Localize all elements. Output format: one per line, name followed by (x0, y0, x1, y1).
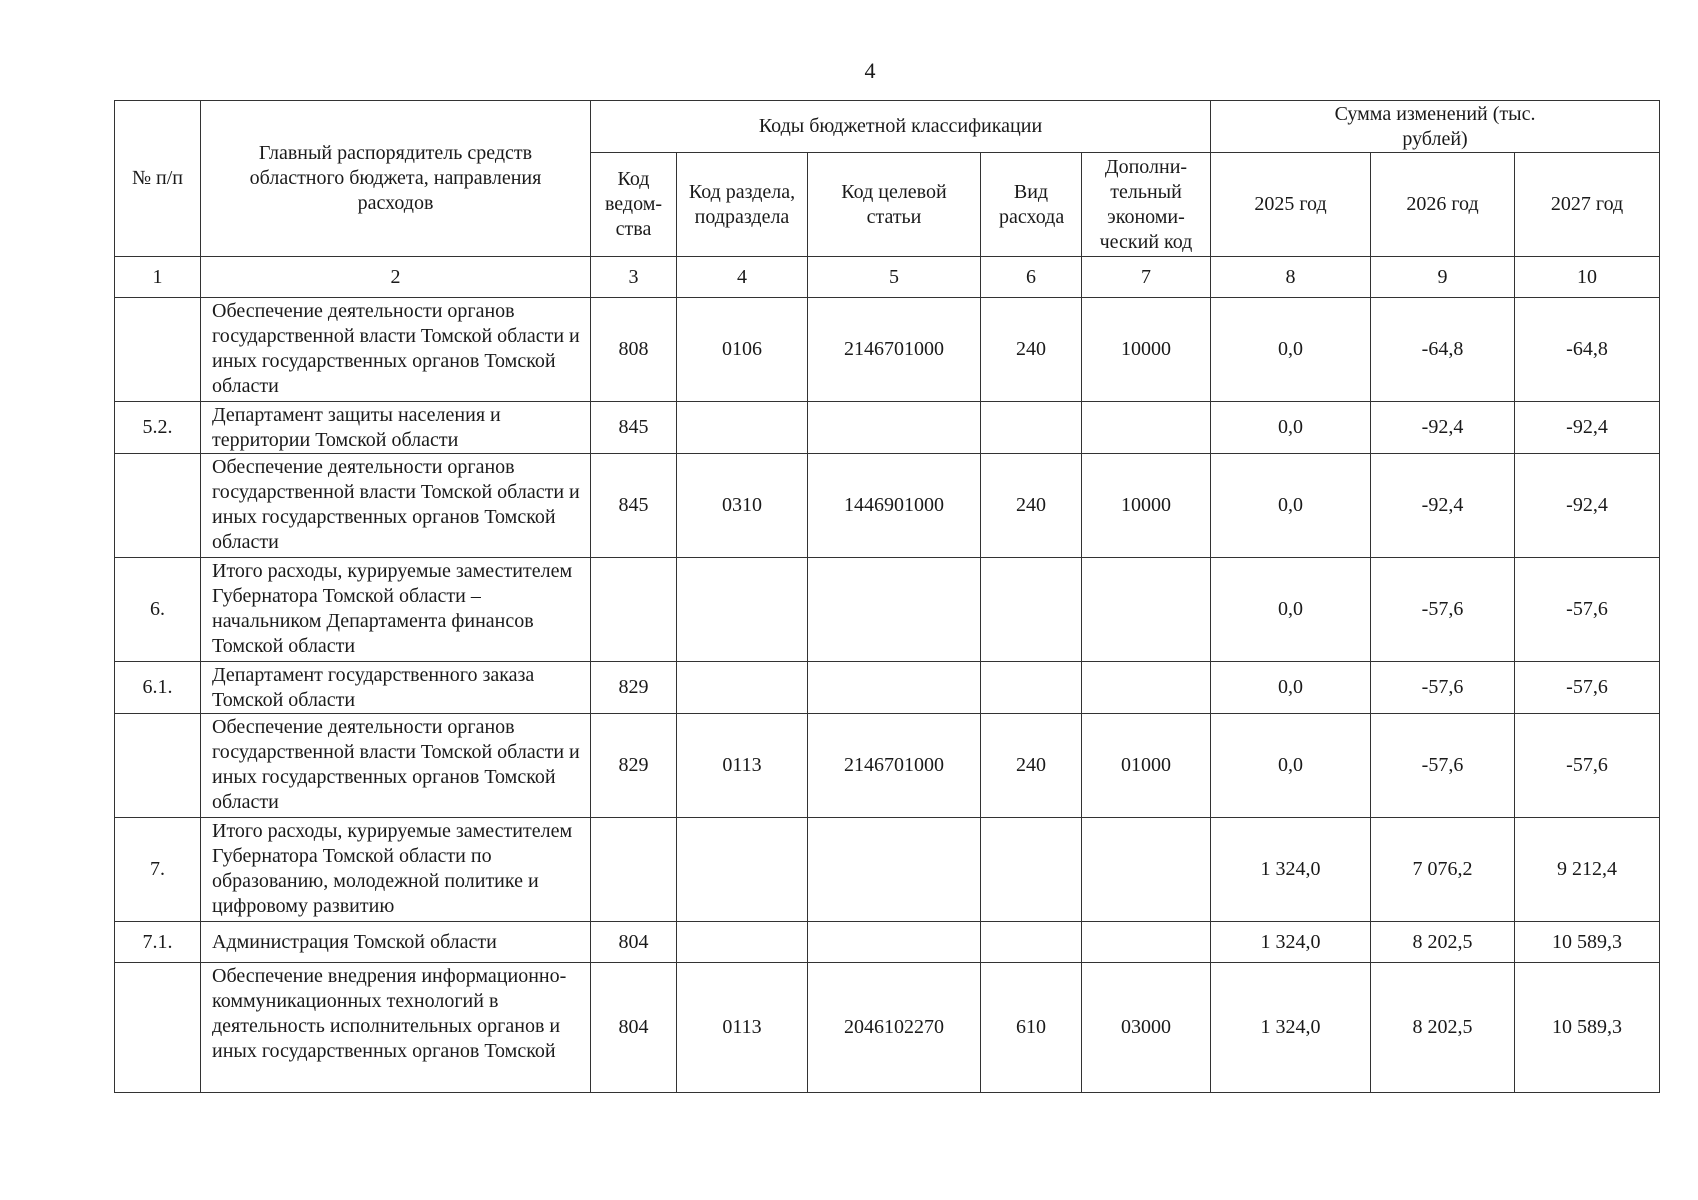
row-target-code: 1446901000 (808, 454, 981, 558)
row-sum-2025: 0,0 (1211, 402, 1371, 454)
row-sum-2027: 9 212,4 (1515, 818, 1660, 922)
row-num (115, 454, 201, 558)
row-type-code: 240 (981, 714, 1082, 818)
header-col-num: № п/п (115, 101, 201, 257)
column-number: 8 (1211, 257, 1371, 298)
row-sum-2025: 1 324,0 (1211, 818, 1371, 922)
row-eco-code: 10000 (1082, 298, 1211, 402)
row-sum-2025: 1 324,0 (1211, 922, 1371, 963)
row-name: Обеспечение деятельности органов государственной власти Томской области и иных государственных органов Томской области (201, 454, 591, 558)
row-dept-code: 804 (591, 922, 677, 963)
header-year-2026: 2026 год (1371, 153, 1515, 257)
row-type-code (981, 402, 1082, 454)
row-name: Обеспечение деятельности органов государственной власти Томской области и иных государственных органов Томской области (201, 714, 591, 818)
row-sum-2027: -64,8 (1515, 298, 1660, 402)
row-name: Департамент защиты населения и территории Томской области (201, 402, 591, 454)
row-section-code (677, 558, 808, 662)
column-number: 3 (591, 257, 677, 298)
column-number: 10 (1515, 257, 1660, 298)
row-eco-code: 01000 (1082, 714, 1211, 818)
row-dept-code: 829 (591, 714, 677, 818)
row-sum-2026: 7 076,2 (1371, 818, 1515, 922)
row-sum-2025: 0,0 (1211, 714, 1371, 818)
row-sum-2026: 8 202,5 (1371, 963, 1515, 1093)
row-name: Департамент государственного заказа Томской области (201, 662, 591, 714)
column-number: 6 (981, 257, 1082, 298)
row-eco-code (1082, 558, 1211, 662)
row-dept-code: 829 (591, 662, 677, 714)
row-sum-2026: -92,4 (1371, 402, 1515, 454)
row-sum-2026: -57,6 (1371, 558, 1515, 662)
column-number: 5 (808, 257, 981, 298)
row-sum-2026: -57,6 (1371, 714, 1515, 818)
row-sum-2026: -92,4 (1371, 454, 1515, 558)
row-num: 6. (115, 558, 201, 662)
table-row (115, 454, 1660, 558)
header-group-codes: Коды бюджетной классификации (591, 101, 1211, 153)
row-eco-code (1082, 818, 1211, 922)
row-target-code: 2046102270 (808, 963, 981, 1093)
row-section-code: 0310 (677, 454, 808, 558)
row-sum-2027: -57,6 (1515, 662, 1660, 714)
row-sum-2025: 0,0 (1211, 454, 1371, 558)
table-row (115, 818, 1660, 922)
budget-changes-table (114, 100, 1660, 1093)
row-type-code (981, 922, 1082, 963)
row-eco-code: 03000 (1082, 963, 1211, 1093)
row-type-code: 240 (981, 298, 1082, 402)
row-section-code (677, 662, 808, 714)
row-section-code: 0113 (677, 714, 808, 818)
row-name: Обеспечение деятельности органов государственной власти Томской области и иных государственных органов Томской области (201, 298, 591, 402)
row-dept-code: 845 (591, 402, 677, 454)
row-target-code (808, 922, 981, 963)
table-row (115, 714, 1660, 818)
row-num (115, 714, 201, 818)
row-eco-code: 10000 (1082, 454, 1211, 558)
header-code-eco: Дополни-тельный экономи-ческий код (1082, 153, 1211, 257)
row-dept-code (591, 818, 677, 922)
row-sum-2026: 8 202,5 (1371, 922, 1515, 963)
table-row (115, 402, 1660, 454)
row-target-code (808, 818, 981, 922)
row-name: Администрация Томской области (201, 922, 591, 963)
row-num: 7.1. (115, 922, 201, 963)
row-dept-code (591, 558, 677, 662)
page-number: 4 (864, 58, 876, 83)
table-row (115, 662, 1660, 714)
row-sum-2025: 0,0 (1211, 298, 1371, 402)
row-target-code (808, 662, 981, 714)
table-row (115, 922, 1660, 963)
header-group-sum: Сумма изменений (тыс. рублей) (1211, 101, 1660, 153)
row-section-code (677, 402, 808, 454)
row-section-code: 0106 (677, 298, 808, 402)
row-target-code (808, 402, 981, 454)
row-eco-code (1082, 662, 1211, 714)
row-sum-2026: -64,8 (1371, 298, 1515, 402)
row-name: Обеспечение внедрения информационно-коммуникационных технологий в деятельность исполнительных органов и иных государственных органов Томской (201, 963, 591, 1093)
column-number: 7 (1082, 257, 1211, 298)
row-sum-2027: 10 589,3 (1515, 963, 1660, 1093)
row-num (115, 963, 201, 1093)
row-type-code (981, 818, 1082, 922)
column-number: 2 (201, 257, 591, 298)
header-row-1 (115, 101, 1660, 153)
row-section-code (677, 922, 808, 963)
header-code-type: Вид расхода (981, 153, 1082, 257)
row-target-code (808, 558, 981, 662)
header-year-2027: 2027 год (1515, 153, 1660, 257)
table-row (115, 558, 1660, 662)
row-target-code: 2146701000 (808, 298, 981, 402)
row-name: Итого расходы, курируемые заместителем Губернатора Томской области по образованию, молодежной политике и цифровому развитию (201, 818, 591, 922)
column-number: 4 (677, 257, 808, 298)
row-type-code: 610 (981, 963, 1082, 1093)
row-name: Итого расходы, курируемые заместителем Губернатора Томской области – начальником Департамента финансов Томской области (201, 558, 591, 662)
header-code-dept: Код ведом-ства (591, 153, 677, 257)
row-dept-code: 808 (591, 298, 677, 402)
row-type-code (981, 558, 1082, 662)
row-type-code: 240 (981, 454, 1082, 558)
row-sum-2026: -57,6 (1371, 662, 1515, 714)
header-year-2025: 2025 год (1211, 153, 1371, 257)
row-num: 7. (115, 818, 201, 922)
row-section-code: 0113 (677, 963, 808, 1093)
column-number: 1 (115, 257, 201, 298)
row-sum-2025: 0,0 (1211, 558, 1371, 662)
row-eco-code (1082, 922, 1211, 963)
row-target-code: 2146701000 (808, 714, 981, 818)
row-num: 5.2. (115, 402, 201, 454)
header-code-target: Код целевой статьи (808, 153, 981, 257)
table-row (115, 298, 1660, 402)
row-num: 6.1. (115, 662, 201, 714)
row-sum-2027: -92,4 (1515, 454, 1660, 558)
table-row (115, 963, 1660, 1093)
row-sum-2027: 10 589,3 (1515, 922, 1660, 963)
row-dept-code: 845 (591, 454, 677, 558)
row-num (115, 298, 201, 402)
row-sum-2027: -92,4 (1515, 402, 1660, 454)
column-number: 9 (1371, 257, 1515, 298)
row-eco-code (1082, 402, 1211, 454)
header-code-section: Код раздела, подраздела (677, 153, 808, 257)
row-section-code (677, 818, 808, 922)
row-sum-2025: 0,0 (1211, 662, 1371, 714)
header-col-name: Главный распорядитель средств областного бюджета, направления расходов (201, 101, 591, 257)
row-sum-2025: 1 324,0 (1211, 963, 1371, 1093)
row-dept-code: 804 (591, 963, 677, 1093)
row-sum-2027: -57,6 (1515, 714, 1660, 818)
row-sum-2027: -57,6 (1515, 558, 1660, 662)
row-type-code (981, 662, 1082, 714)
column-numbers-row (115, 257, 1660, 298)
